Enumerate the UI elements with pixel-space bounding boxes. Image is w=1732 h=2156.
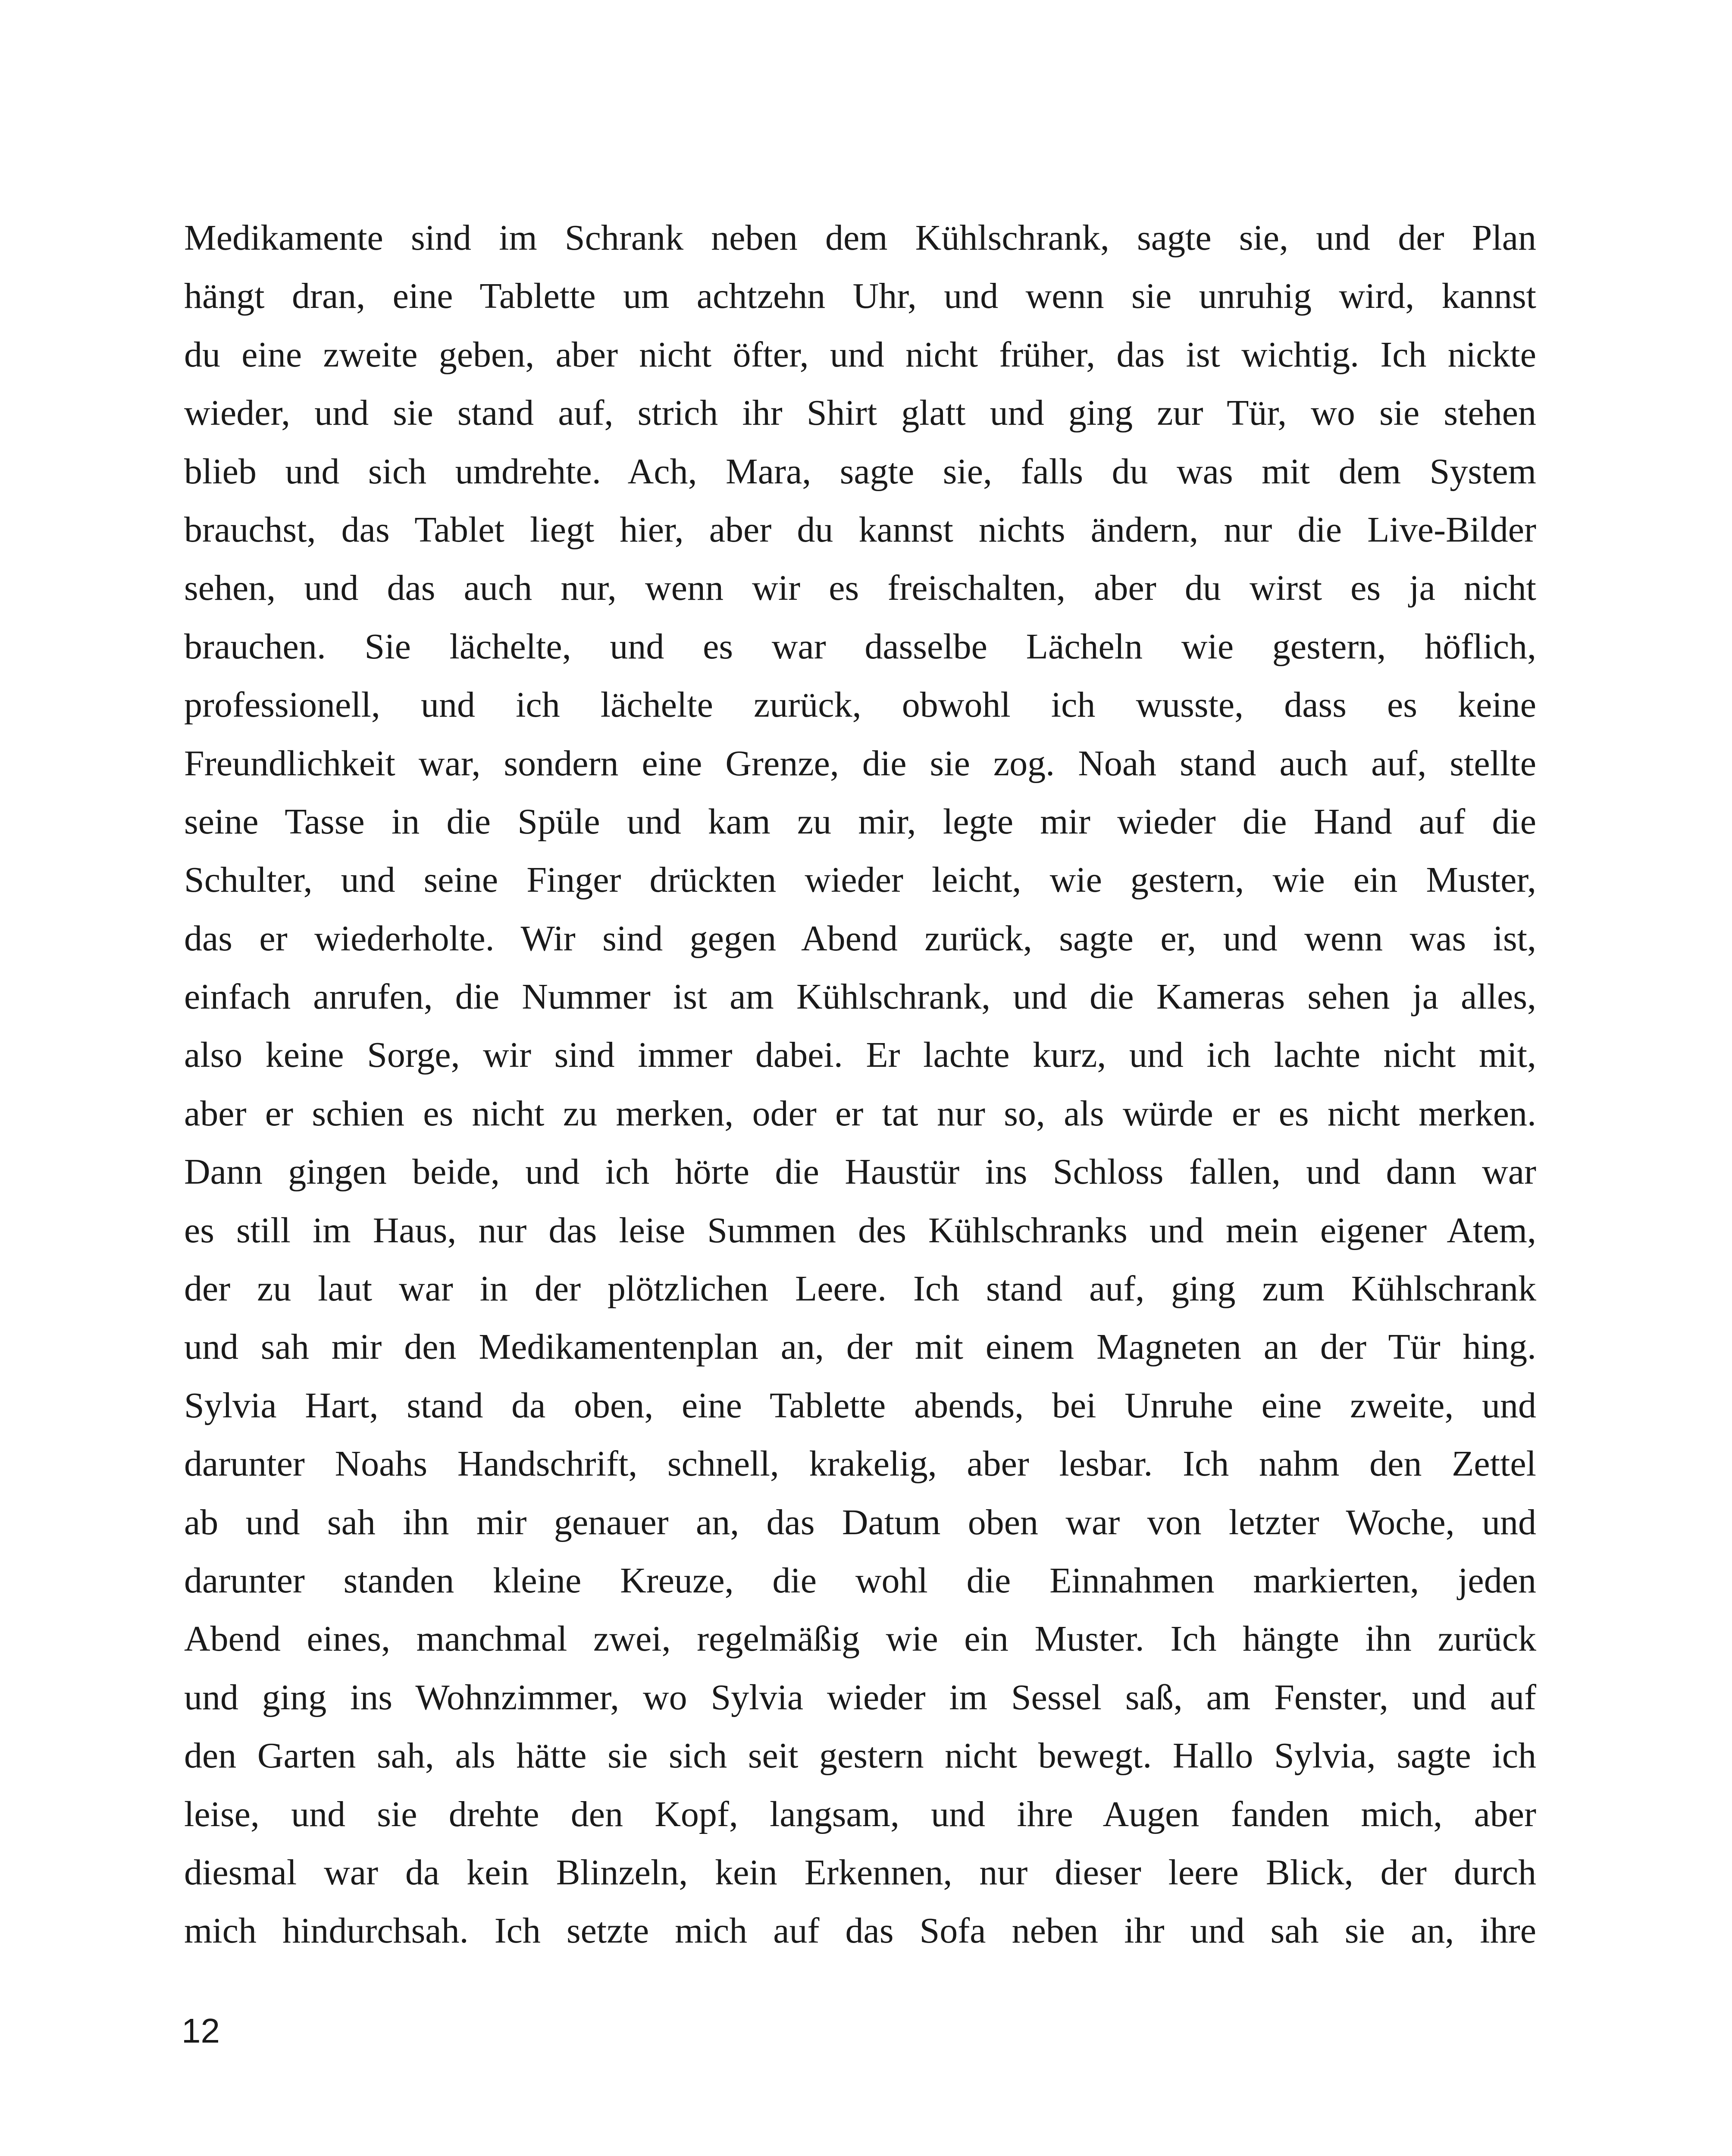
text-line: der zu laut war in der plötzlichen Leere. Ich stand auf, ging zum Kühlschrank [184, 1269, 1536, 1309]
text-line: das er wiederholte. Wir sind gegen Abend zurück, sagte er, und wenn was ist, [184, 918, 1536, 959]
text-line: hängt dran, eine Tablette um achtzehn Uhr, und wenn sie unruhig wird, kannst [184, 276, 1536, 317]
body-paragraph [184, 209, 1536, 1960]
text-line: brauchst, das Tablet liegt hier, aber du kannst nichts ändern, nur die Live-Bilder [184, 509, 1536, 550]
text-line: einfach anrufen, die Nummer ist am Kühlschrank, und die Kameras sehen ja alles, [184, 977, 1536, 1017]
text-line: Dann gingen beide, und ich hörte die Haustür ins Schloss fallen, und dann war [184, 1152, 1536, 1192]
text-line: Abend eines, manchmal zwei, regelmäßig wie ein Muster. Ich hängte ihn zurück [184, 1619, 1536, 1659]
text-line: seine Tasse in die Spüle und kam zu mir, legte mir wieder die Hand auf die [184, 801, 1536, 842]
text-line: mich hindurchsah. Ich setzte mich auf das Sofa neben ihr und sah sie an, ihre [184, 1911, 1536, 1951]
text-line: und ging ins Wohnzimmer, wo Sylvia wieder im Sessel saß, am Fenster, und auf [184, 1677, 1536, 1717]
text-line: Schulter, und seine Finger drückten wieder leicht, wie gestern, wie ein Muster, [184, 860, 1536, 900]
text-line: den Garten sah, als hätte sie sich seit gestern nicht bewegt. Hallo Sylvia, sagte ich [184, 1736, 1536, 1776]
text-line: und sah mir den Medikamentenplan an, der mit einem Magneten an der Tür hing. [184, 1327, 1536, 1367]
text-line: diesmal war da kein Blinzeln, kein Erkennen, nur dieser leere Blick, der durch [184, 1852, 1536, 1893]
text-line: sehen, und das auch nur, wenn wir es freischalten, aber du wirst es ja nicht [184, 568, 1536, 608]
page-number: 12 [182, 2012, 220, 2050]
text-line: aber er schien es nicht zu merken, oder er tat nur so, als würde er es nicht merken. [184, 1093, 1536, 1134]
text-line: darunter standen kleine Kreuze, die wohl die Einnahmen markierten, jeden [184, 1560, 1536, 1601]
text-line: darunter Noahs Handschrift, schnell, krakelig, aber lesbar. Ich nahm den Zettel [184, 1444, 1536, 1484]
text-line: Medikamente sind im Schrank neben dem Kühlschrank, sagte sie, und der Plan [184, 218, 1536, 258]
text-line: leise, und sie drehte den Kopf, langsam, und ihre Augen fanden mich, aber [184, 1794, 1536, 1834]
text-line: professionell, und ich lächelte zurück, obwohl ich wusste, dass es keine [184, 685, 1536, 725]
text-line: du eine zweite geben, aber nicht öfter, und nicht früher, das ist wichtig. Ich nickte [184, 334, 1536, 375]
text-line: Sylvia Hart, stand da oben, eine Tablette abends, bei Unruhe eine zweite, und [184, 1385, 1536, 1426]
text-line: wieder, und sie stand auf, strich ihr Shirt glatt und ging zur Tür, wo sie stehen [184, 393, 1536, 433]
text-line: Freundlichkeit war, sondern eine Grenze, die sie zog. Noah stand auch auf, stellte [184, 743, 1536, 783]
text-line: also keine Sorge, wir sind immer dabei. Er lachte kurz, und ich lachte nicht mit, [184, 1035, 1536, 1075]
text-line: brauchen. Sie lächelte, und es war dasselbe Lächeln wie gestern, höflich, [184, 626, 1536, 667]
text-line: es still im Haus, nur das leise Summen des Kühlschranks und mein eigener Atem, [184, 1210, 1536, 1250]
text-line: ab und sah ihn mir genauer an, das Datum oben war von letzter Woche, und [184, 1502, 1536, 1542]
text-line: blieb und sich umdrehte. Ach, Mara, sagte sie, falls du was mit dem System [184, 451, 1536, 492]
